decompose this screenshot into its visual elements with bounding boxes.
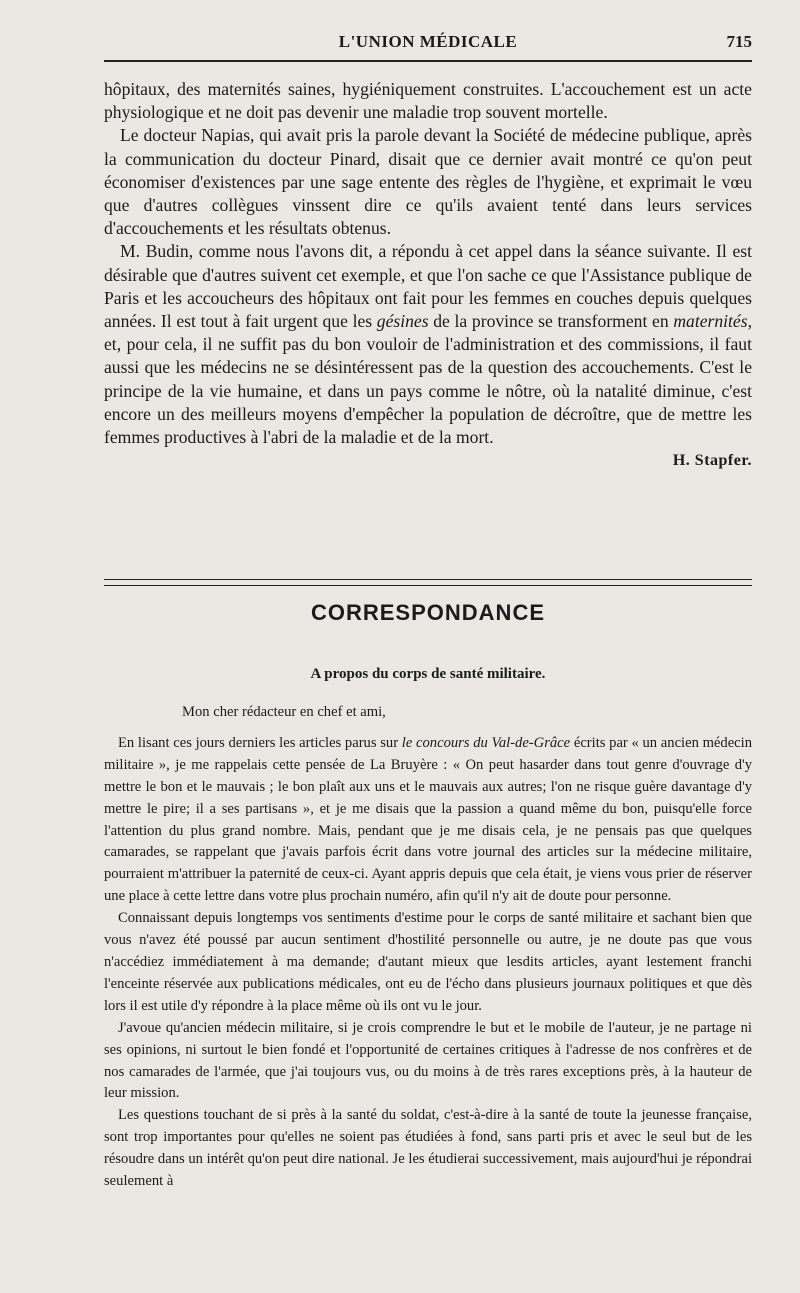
italic-term: le concours du Val-de-Grâce — [401, 734, 571, 751]
article-correspondance — [104, 702, 752, 1193]
text-run: de la province se transforment en — [428, 311, 674, 332]
section-divider — [104, 579, 752, 586]
paragraph: J'avoue qu'ancien médecin militaire, si je crois comprendre le but et le mobile de l'auteur, je ne partage ni ses opinions, ni surtout le bien fondé et l'opportunité de certaines critiques à l'adresse de nos confrères et de nos camarades de l'armée, que j'ai toujours vus, ou du moins à de très rares exceptions près, à la hauteur de leur mission. — [104, 1019, 752, 1102]
page-number: 715 — [726, 32, 752, 51]
text-run: écrits par « un ancien médecin militaire », je me rappelais cette pensée de La Bruyère : « On peut hasarder dans tout genre d'ouvrage d'y mettre le bon et le mauvais ; le bon plaît aux uns et le mauvais aux autres; l'on ne risque guère davantage d'y mettre le pire; il a ses partisans », et je me disais que la passion a quand même du bon, puisqu'elle force l'attention du plus grand nombre. Mais, pendant que je me disais cela, je ne pensais pas que quelques camarades, se rappelant que j'avais parfois écrit dans votre journal des articles sur la médecine militaire, pourraient m'attribuer la paternité de ceux-ci. Ayant appris depuis que cela était, je viens vous prier de réserver une place à cette lettre dans votre plus prochain numéro, afin qu'il n'y ait de doute pour personne. — [104, 734, 753, 905]
section-subtitle: A propos du corps de santé militaire. — [310, 666, 546, 682]
text-run: En lisant ces jours derniers les articles parus sur — [118, 734, 402, 751]
text-run: M. Budin, comme nous l'avons dit, a répondu à cet appel dans la séance suivante. Il est désirable que d'autres suivent cet exemple, et que l'on sache ce que l'Assistance publique de Paris et les accoucheurs des hôpitaux ont fait pour les femmes en couches depuis quelques années. Il est tout à fait urgent que les — [104, 241, 752, 332]
paragraph — [104, 733, 752, 908]
article-maternites — [104, 78, 752, 472]
journal-title: L'UNION MÉDICALE — [338, 32, 518, 51]
running-header — [104, 30, 752, 60]
italic-term: maternités, — [673, 311, 752, 332]
paragraph: Le docteur Napias, qui avait pris la parole devant la Société de médecine publique, après la communication du docteur Pinard, disait que ce dernier avait montré ce qu'on peut économiser d'existences par une sage entente des règles de l'hygiène, et exprimait le vœu que d'autres collègues vinssent dire ce qu'ils avaient tenté dans leurs services d'accouchements et les résultats obtenus. — [104, 125, 752, 239]
text-run: et, pour cela, il ne suffit pas du bon vouloir de l'administration et des commissions, il faut aussi que les médecins ne se désintéressent pas de la question des accouchements. C'est le principe de la vie humaine, et dans un pays comme le nôtre, où la natalité diminue, c'est encore un des meilleurs moyens d'empêcher la population de décroître, que de mettre les femmes productives à l'abri de la maladie et de la mort. — [104, 334, 752, 448]
paragraph: hôpitaux, des maternités saines, hygiéniquement construites. L'accouchement est un acte physiologique et ne doit pas devenir une maladie trop souvent mortelle. — [104, 79, 752, 123]
salutation: Mon cher rédacteur en chef et ami, — [182, 704, 386, 720]
paragraph: Connaissant depuis longtemps vos sentiments d'estime pour le corps de santé militaire et sachant bien que vous n'avez été poussé par aucun sentiment d'hostilité personnelle ou autre, je ne doute pas que vous n'accédiez immédiatement à ma demande; d'autant mieux que lesdits articles, ayant lestement franchi l'enceinte réservée aux publications médicales, ont eu de l'écho dans plusieurs journaux politiques et que dès lors il est utile d'y répondre à la place même où ils ont vu le jour. — [104, 910, 752, 1014]
paragraph: Les questions touchant de si près à la santé du soldat, c'est-à-dire à la santé de toute la jeunesse française, sont trop importantes pour qu'elles ne soient pas étudiées à fond, sans parti pris et avec le seul but de les résoudre dans un intérêt qu'on peut dire national. Je les étudierai successivement, mais aujourd'hui je répondrai seulement à — [104, 1107, 752, 1190]
author-signature: H. Stapfer. — [672, 452, 752, 470]
section-title: CORRESPONDANCE — [310, 600, 546, 625]
paragraph — [104, 240, 752, 449]
header-rule — [104, 60, 752, 62]
italic-term: gésines — [376, 311, 429, 332]
